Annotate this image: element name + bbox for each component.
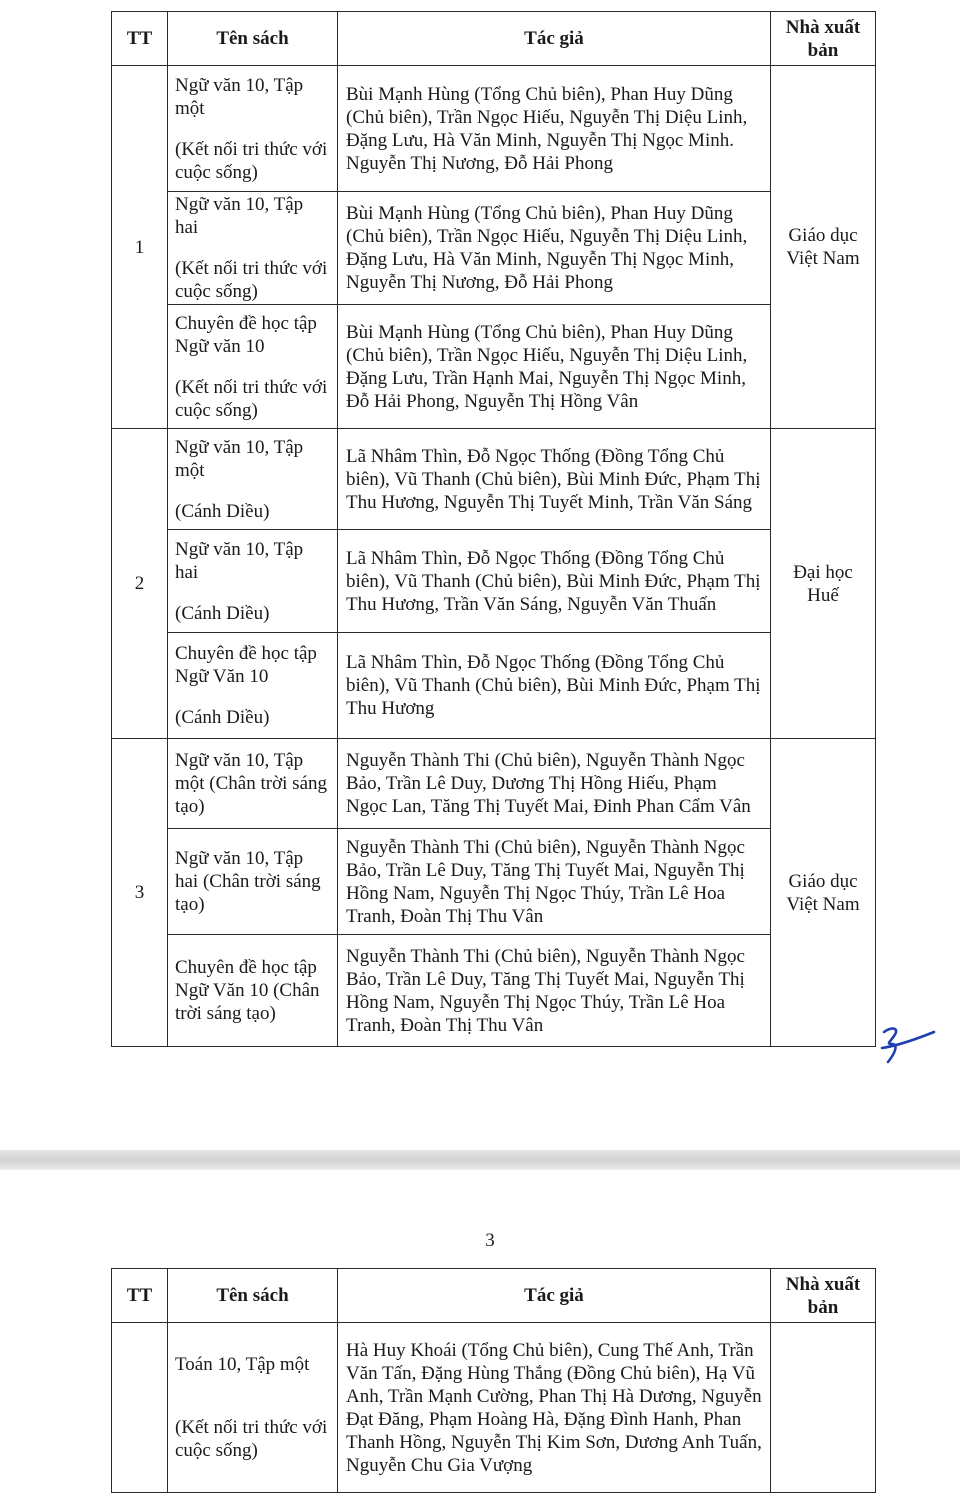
row-number: 2 (112, 429, 168, 739)
book-title-cell (168, 305, 338, 429)
book-title: Ngữ văn 10, Tập một (175, 74, 304, 119)
publisher-cell: Đại học Huế (771, 429, 876, 739)
table-row (112, 1323, 876, 1493)
table-row (112, 935, 876, 1047)
book-table-page-2 (111, 1268, 876, 1493)
book-series: (Cánh Diều) (175, 500, 270, 522)
table-row (112, 305, 876, 429)
book-series: (Cánh Diều) (175, 707, 270, 728)
book-title-cell (168, 530, 338, 633)
header-publisher: Nhà xuất bản (771, 1269, 876, 1323)
book-title-cell (168, 192, 338, 305)
book-series: (Kết nối tri thức với cuộc sống) (175, 258, 328, 302)
table-row (112, 530, 876, 633)
publisher-cell (771, 1323, 876, 1493)
table-row (112, 429, 876, 530)
book-title-cell (168, 1323, 338, 1493)
table-row (112, 192, 876, 305)
book-title: Chuyên đề học tập Ngữ Văn 10 (175, 643, 317, 687)
header-book: Tên sách (168, 12, 338, 66)
book-series: (Kết nối tri thức với cuộc sống) (175, 138, 328, 183)
author-cell: Lã Nhâm Thìn, Đỗ Ngọc Thống (Đồng Tổng Chủ biên), Vũ Thanh (Chủ biên), Bùi Minh Đức, Phạm Thị Thu Hương, Nguyễn Thị Tuyết Minh, Trần Văn Sáng (338, 429, 771, 530)
table-row (112, 739, 876, 829)
book-title: Toán 10, Tập một (175, 1354, 310, 1375)
table-header-row (112, 12, 876, 66)
book-title-cell: Chuyên đề học tập Ngữ Văn 10 (Chân trời sáng tạo) (168, 935, 338, 1047)
publisher-cell: Giáo dục Việt Nam (771, 739, 876, 1047)
book-title: Ngữ văn 10, Tập một (175, 436, 304, 481)
page-separator (0, 1150, 960, 1170)
table-row (112, 633, 876, 739)
book-title-cell: Ngữ văn 10, Tập một (Chân trời sáng tạo) (168, 739, 338, 829)
header-book: Tên sách (168, 1269, 338, 1323)
header-tt: TT (112, 1269, 168, 1323)
page-number: 3 (485, 1230, 495, 1251)
book-title: Ngữ văn 10, Tập hai (175, 538, 304, 583)
author-cell: Bùi Mạnh Hùng (Tổng Chủ biên), Phan Huy Dũng (Chủ biên), Trần Ngọc Hiếu, Nguyễn Thị Diệu Linh, Đặng Lưu, Hà Văn Minh, Nguyễn Thị Ngọc Minh, Nguyễn Thị Nương, Đỗ Hải Phong (338, 192, 771, 305)
book-series: (Kết nối tri thức với cuộc sống) (175, 376, 328, 421)
book-title-cell: Ngữ văn 10, Tập hai (Chân trời sáng tạo) (168, 829, 338, 935)
header-tt: TT (112, 12, 168, 66)
author-cell: Bùi Mạnh Hùng (Tổng Chủ biên), Phan Huy Dũng (Chủ biên), Trần Ngọc Hiếu, Nguyễn Thị Diệu Linh, Đặng Lưu, Trần Hạnh Mai, Nguyễn Thị Ngọc Minh, Đỗ Hải Phong, Nguyễn Thị Hồng Vân (338, 305, 771, 429)
book-series: (Cánh Diều) (175, 602, 270, 624)
row-number: 1 (112, 66, 168, 429)
publisher-cell: Giáo dục Việt Nam (771, 66, 876, 429)
book-title-cell (168, 633, 338, 739)
book-series: (Kết nối tri thức với cuộc sống) (175, 1417, 328, 1461)
author-cell: Nguyễn Thành Thi (Chủ biên), Nguyễn Thành Ngọc Bảo, Trần Lê Duy, Tăng Thị Tuyết Mai, Nguyễn Thị Hồng Nam, Nguyễn Thị Ngọc Thúy, Trần Lê Hoa Tranh, Đoàn Thị Thu Vân (338, 935, 771, 1047)
author-cell: Nguyễn Thành Thi (Chủ biên), Nguyễn Thành Ngọc Bảo, Trần Lê Duy, Tăng Thị Tuyết Mai, Nguyễn Thị Hồng Nam, Nguyễn Thị Ngọc Thúy, Trần Lê Hoa Tranh, Đoàn Thị Thu Vân (338, 829, 771, 935)
row-number (112, 1323, 168, 1493)
table-header-row (112, 1269, 876, 1323)
book-table-page-1 (111, 11, 876, 1047)
row-number: 3 (112, 739, 168, 1047)
header-author: Tác giả (338, 1269, 771, 1323)
author-cell: Hà Huy Khoái (Tổng Chủ biên), Cung Thế Anh, Trần Văn Tấn, Đặng Hùng Thắng (Đồng Chủ biên), Hạ Vũ Anh, Trần Mạnh Cường, Phan Thị Hà Dương, Nguyễn Đạt Đăng, Phạm Hoàng Hà, Đặng Đình Hanh, Phan Thanh Hồng, Nguyễn Thị Kim Sơn, Dương Anh Tuấn, Nguyễn Chu Gia Vượng (338, 1323, 771, 1493)
table-row (112, 829, 876, 935)
book-title-cell (168, 429, 338, 530)
author-cell: Lã Nhâm Thìn, Đỗ Ngọc Thống (Đồng Tổng Chủ biên), Vũ Thanh (Chủ biên), Bùi Minh Đức, Phạm Thị Thu Hương, Trần Văn Sáng, Nguyễn Văn Thuấn (338, 530, 771, 633)
author-cell: Nguyễn Thành Thi (Chủ biên), Nguyễn Thành Ngọc Bảo, Trần Lê Duy, Dương Thị Hồng Hiếu, Phạm Ngọc Lan, Tăng Thị Tuyết Mai, Đinh Phan Cẩm Vân (338, 739, 771, 829)
handwritten-signature-icon (878, 1022, 938, 1070)
book-title: Chuyên đề học tập Ngữ văn 10 (175, 312, 317, 357)
header-author: Tác giả (338, 12, 771, 66)
book-title: Ngữ văn 10, Tập hai (175, 194, 304, 238)
header-publisher: Nhà xuất bản (771, 12, 876, 66)
author-cell: Lã Nhâm Thìn, Đỗ Ngọc Thống (Đồng Tổng Chủ biên), Vũ Thanh (Chủ biên), Bùi Minh Đức, Phạm Thị Thu Hương (338, 633, 771, 739)
book-title-cell (168, 66, 338, 192)
table-row (112, 66, 876, 192)
author-cell: Bùi Mạnh Hùng (Tổng Chủ biên), Phan Huy Dũng (Chủ biên), Trần Ngọc Hiếu, Nguyễn Thị Diệu Linh, Đặng Lưu, Hà Văn Minh, Nguyễn Thị Ngọc Minh. Nguyễn Thị Nương, Đỗ Hải Phong (338, 66, 771, 192)
